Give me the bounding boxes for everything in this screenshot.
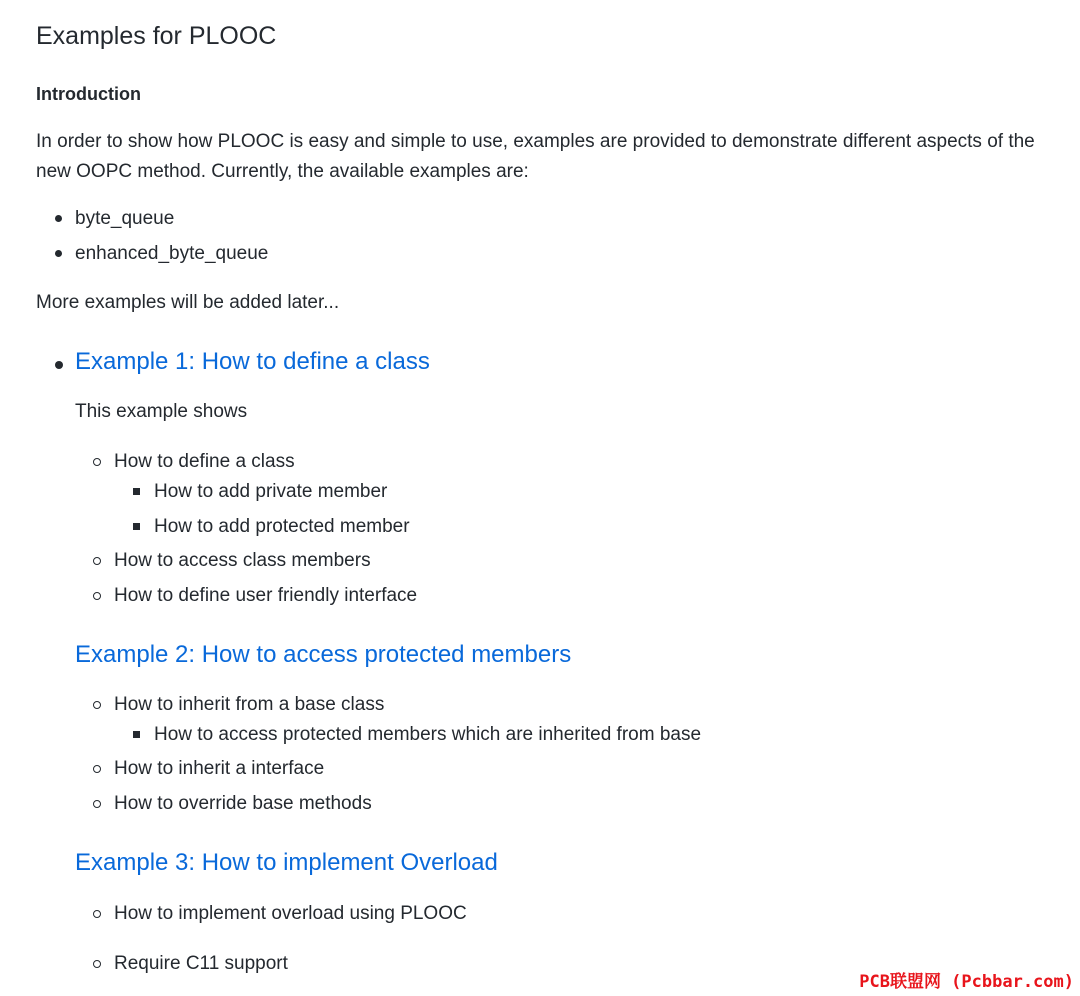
circle-bullet xyxy=(93,910,101,918)
watermark: PCB联盟网 (Pcbbar.com) xyxy=(859,972,1074,992)
square-bullet xyxy=(133,488,140,495)
example-2-link[interactable]: Example 2: How to access protected members xyxy=(75,641,572,668)
disc-bullet xyxy=(55,250,62,257)
square-bullet xyxy=(133,523,140,530)
disc-bullet xyxy=(55,215,62,222)
list-item: Require C11 support xyxy=(114,953,288,974)
circle-bullet xyxy=(93,800,101,808)
list-item: How to access protected members which are inherited from base xyxy=(154,724,702,745)
circle-bullet xyxy=(93,960,101,968)
introduction-heading: Introduction xyxy=(36,84,141,104)
list-item: How to inherit a interface xyxy=(114,758,325,779)
list-item: How to add private member xyxy=(154,481,388,502)
list-item: How to add protected member xyxy=(154,516,410,537)
circle-bullet xyxy=(93,592,101,600)
list-item: How to define user friendly interface xyxy=(114,585,418,606)
list-item: How to define a class xyxy=(114,451,295,472)
circle-bullet xyxy=(93,765,101,773)
example-1-lead: This example shows xyxy=(75,401,248,422)
circle-bullet xyxy=(93,557,101,565)
list-item: enhanced_byte_queue xyxy=(75,243,269,264)
example-1-link[interactable]: Example 1: How to define a class xyxy=(75,348,430,375)
introduction-paragraph: In order to show how PLOOC is easy and simple to use, examples are provided to demonstrate different aspects of the new OOPC method. Currently, the available examples are: xyxy=(36,131,1035,182)
list-item: How to inherit from a base class xyxy=(114,694,385,715)
list-item: How to access class members xyxy=(114,550,371,571)
list-item: byte_queue xyxy=(75,208,175,229)
page-title: Examples for PLOOC xyxy=(36,22,277,50)
disc-bullet xyxy=(55,361,63,369)
circle-bullet xyxy=(93,701,101,709)
example-3-link[interactable]: Example 3: How to implement Overload xyxy=(75,849,498,876)
more-examples-note: More examples will be added later... xyxy=(36,292,340,313)
list-item: How to implement overload using PLOOC xyxy=(114,903,467,924)
list-item: How to override base methods xyxy=(114,793,372,814)
circle-bullet xyxy=(93,458,101,466)
square-bullet xyxy=(133,731,140,738)
